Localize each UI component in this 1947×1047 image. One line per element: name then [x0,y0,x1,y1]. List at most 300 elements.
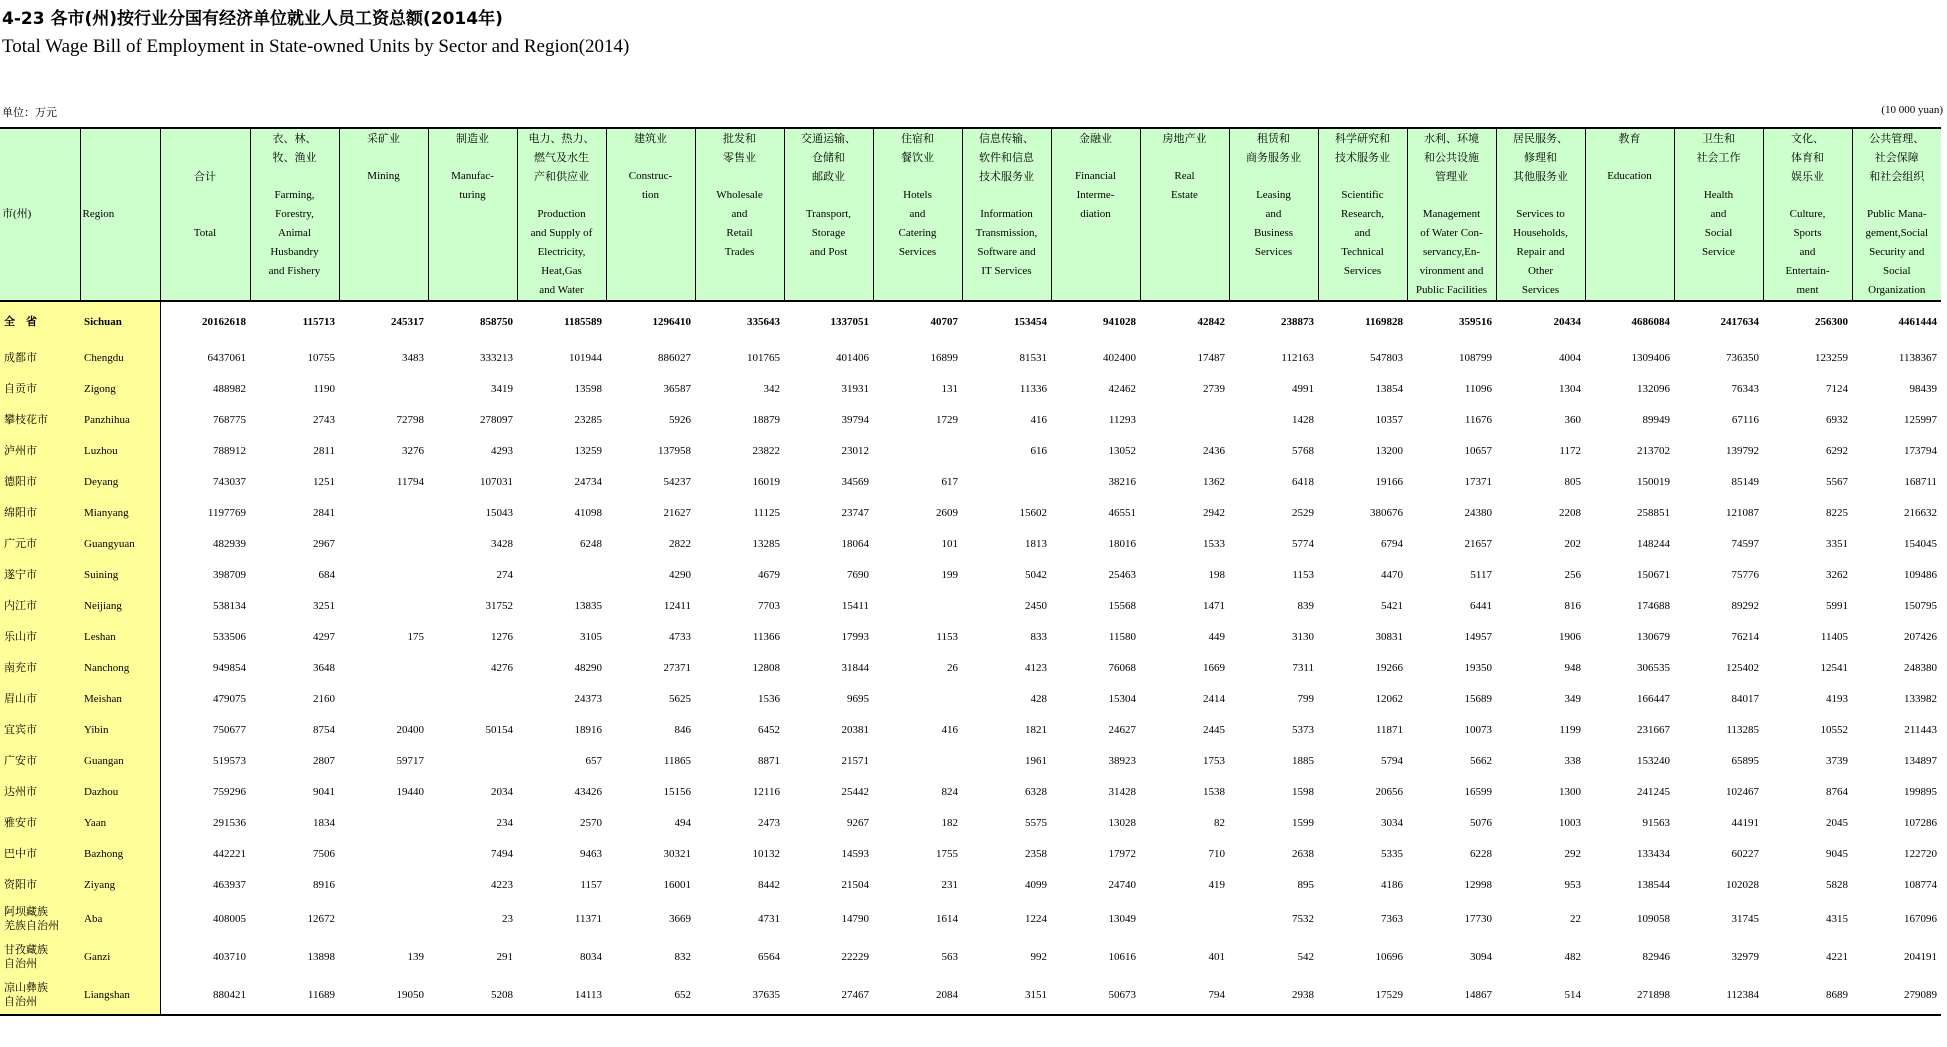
cell-value: 46551 [1108,506,1136,519]
region-name-en: Sichuan [80,301,160,342]
table-row [0,776,1941,807]
cell-value: 44191 [1731,816,1759,829]
cell-value: 5335 [1381,847,1403,860]
cell-value: 895 [1297,878,1314,891]
cell-value: 20434 [1553,316,1581,328]
cell-value: 5042 [1025,568,1047,581]
cell-value: 102467 [1726,785,1759,798]
header-sector [339,128,428,301]
region-name-cn: 乐山市 [0,621,80,652]
cell-value: 18916 [574,723,602,736]
cell-value: 886027 [658,351,691,364]
region-name-en: Panzhihua [80,404,160,435]
cell-value: 150019 [1637,475,1670,488]
header-sector-cn: 科学研究和 技术服务业 [1335,132,1390,164]
cell-value: 10696 [1375,951,1403,963]
region-name-cn: 宜宾市 [0,714,80,745]
header-sector-cn: 水利、环境 和公共设施 管理业 [1424,132,1479,183]
cell-value: 7124 [1826,382,1848,395]
cell-value: 12116 [752,785,780,798]
cell-value: 5774 [1292,537,1314,550]
cell-value: 6228 [1470,847,1492,860]
header-sector [1407,128,1496,301]
cell-value: 13835 [574,599,602,612]
cell-value: 1199 [1559,723,1581,736]
cell-value: 102028 [1726,878,1759,891]
cell-value: 333213 [480,351,513,364]
header-sector-en: Scientific Research, and Technical Services [1340,189,1385,277]
cell-value: 1961 [1025,754,1047,767]
cell-value: 11676 [1464,413,1492,426]
region-name-cn: 绵阳市 [0,497,80,528]
cell-value: 1599 [1292,816,1314,829]
cell-value: 256300 [1815,316,1848,328]
cell-value: 32979 [1731,951,1759,963]
table-row [0,745,1941,776]
cell-value: 23285 [574,413,602,426]
cell-value [873,745,962,776]
region-name-en: Neijiang [80,590,160,621]
cell-value: 11405 [1820,630,1848,643]
cell-value: 657 [585,754,602,767]
header-sector-en: Real Estate [1171,170,1198,201]
cell-value: 207426 [1904,630,1937,643]
table-row [0,869,1941,900]
cell-value: 6248 [580,537,602,550]
header-sector [695,128,784,301]
cell-value: 5117 [1470,568,1492,581]
cell-value: 19266 [1375,661,1403,674]
cell-total: 743037 [213,475,246,488]
cell-value: 82946 [1642,951,1670,963]
cell-value: 5373 [1292,723,1314,736]
table-title-en: Total Wage Bill of Employment in State-owned Units by Sector and Region(2014) [2,36,630,57]
cell-value: 5828 [1826,878,1848,891]
cell-value: 150671 [1637,568,1670,581]
table-row-total [0,301,1941,342]
cell-value: 291 [496,951,513,963]
cell-value: 134897 [1904,754,1937,767]
cell-value: 948 [1564,661,1581,674]
cell-value: 30831 [1375,630,1403,643]
cell-value: 10616 [1108,951,1136,963]
cell-value: 7690 [847,568,869,581]
cell-value: 60227 [1731,847,1759,860]
cell-value: 6441 [1470,599,1492,612]
cell-value: 1300 [1559,785,1581,798]
header-sector-en: Education [1607,170,1652,182]
cell-value: 112163 [1281,351,1314,364]
cell-value: 1296410 [652,316,691,328]
cell-value: 2739 [1203,382,1225,395]
cell-value: 54237 [663,475,691,488]
header-sector [1318,128,1407,301]
cell-value: 166447 [1637,692,1670,705]
cell-value: 5208 [428,976,517,1015]
region-name-en: Liangshan [80,976,160,1015]
region-name-cn: 自贡市 [0,373,80,404]
cell-value: 6452 [758,723,780,736]
region-name-en: Ganzi [80,938,160,976]
cell-value: 231 [941,878,958,891]
cell-value [339,838,428,869]
cell-total: 538134 [213,599,246,612]
cell-total: 759296 [213,785,246,798]
header-sector-cn: 住宿和 餐饮业 [901,132,934,164]
cell-value: 1598 [1292,785,1314,798]
cell-value: 25463 [1108,568,1136,581]
cell-value: 5794 [1381,754,1403,767]
cell-value: 3419 [491,382,513,395]
cell-value: 204191 [1904,951,1937,963]
cell-value: 89949 [1642,413,1670,426]
cell-value: 736350 [1726,351,1759,364]
region-name-en: Bazhong [80,838,160,869]
region-name-en: Ziyang [80,869,160,900]
cell-value: 1337051 [830,316,869,328]
cell-value: 107031 [480,475,513,488]
cell-value [428,745,517,776]
cell-value: 115713 [302,316,335,328]
cell-value: 10657 [1464,444,1492,457]
region-name-en: Nanchong [80,652,160,683]
region-name-cn: 眉山市 [0,683,80,714]
cell-value: 6328 [1025,785,1047,798]
cell-value: 15156 [663,785,691,798]
header-sector [1051,128,1140,301]
cell-value: 131 [941,382,958,395]
cell-value: 139 [407,951,424,963]
cell-value [339,869,428,900]
cell-value: 3151 [962,976,1051,1015]
cell-value: 12998 [1464,878,1492,891]
cell-total: 1197769 [207,506,246,519]
cell-value: 1536 [758,692,780,705]
cell-value: 15304 [1108,692,1136,705]
cell-value: 7494 [491,847,513,860]
table-row [0,938,1941,976]
cell-value: 8916 [313,878,335,891]
cell-value: 846 [674,723,691,736]
table-row [0,652,1941,683]
cell-value: 616 [1030,444,1047,457]
cell-value: 1471 [1203,599,1225,612]
cell-value: 11371 [574,913,602,925]
cell-value: 11366 [752,630,780,643]
header-sector-en: Health and Social Service [1702,189,1735,258]
cell-value: 3739 [1826,754,1848,767]
cell-value: 338 [1564,754,1581,767]
header-sector-en: Farming, Forestry, Animal Husbandry and Fishery [268,189,321,277]
region-name-cn: 遂宁市 [0,559,80,590]
header-sector-cn: 文化、 体育和 娱乐业 [1791,132,1824,183]
cell-value: 12541 [1820,661,1848,674]
cell-value: 42842 [1197,316,1225,328]
table-row [0,435,1941,466]
cell-total: 291536 [213,816,246,829]
cell-value: 13898 [307,951,335,963]
cell-value: 710 [1208,847,1225,860]
header-row [0,128,1941,301]
region-name-cn: 内江市 [0,590,80,621]
cell-value: 173794 [1904,444,1937,457]
header-sector [962,128,1051,301]
cell-value: 2807 [313,754,335,767]
cell-value: 13259 [574,444,602,457]
cell-value [517,559,606,590]
cell-value: 121087 [1726,506,1759,519]
cell-value: 941028 [1103,316,1136,328]
header-region-cn: 市(州) [0,128,80,301]
cell-value: 4223 [491,878,513,891]
header-sector [1496,128,1585,301]
header-sector-en: Mining [367,170,400,182]
header-sector [517,128,606,301]
cell-value: 211443 [1904,723,1937,736]
cell-value: 4004 [1559,351,1581,364]
cell-value [339,373,428,404]
cell-value: 4186 [1381,878,1403,891]
cell-value: 175 [407,630,424,643]
header-sector-cn: 金融业 [1079,132,1112,145]
cell-value [339,528,428,559]
cell-value: 542 [1297,951,1314,963]
cell-value: 3648 [313,661,335,674]
cell-value: 167096 [1904,913,1937,925]
cell-value: 10552 [1820,723,1848,736]
cell-value: 74597 [1731,537,1759,550]
cell-value: 199 [941,568,958,581]
cell-value: 3034 [1381,816,1403,829]
cell-value: 8764 [1826,785,1848,798]
cell-value: 11794 [396,475,424,488]
cell-value: 150795 [1904,599,1937,612]
cell-value: 23747 [841,506,869,519]
cell-value: 125997 [1904,413,1937,426]
cell-value: 107286 [1904,816,1937,829]
cell-value: 2045 [1826,816,1848,829]
cell-value: 3262 [1826,568,1848,581]
cell-value: 89292 [1731,599,1759,612]
cell-value: 6292 [1826,444,1848,457]
header-sector-cn: 房地产业 [1162,132,1207,145]
cell-value: 43426 [574,785,602,798]
header-sector [1585,128,1674,301]
cell-value: 8225 [1826,506,1848,519]
cell-value: 132096 [1637,382,1670,395]
cell-value: 11096 [1464,382,1492,395]
region-name-en: Guangan [80,745,160,776]
cell-value: 12411 [663,599,691,612]
cell-value: 67116 [1731,413,1759,426]
cell-value: 153454 [1014,316,1047,328]
cell-value: 19166 [1375,475,1403,488]
header-sector [606,128,695,301]
cell-value: 3251 [313,599,335,612]
region-name-en: Suining [80,559,160,590]
cell-value: 416 [1030,413,1047,426]
cell-value: 1729 [936,413,958,426]
cell-value: 40707 [930,316,958,328]
cell-value: 39794 [841,413,869,426]
cell-value: 5662 [1470,754,1492,767]
cell-value: 1813 [1025,537,1047,550]
cell-value: 23012 [841,444,869,457]
cell-value: 30321 [663,847,691,860]
cell-value: 20381 [841,723,869,736]
header-sector [873,128,962,301]
cell-value: 514 [1496,976,1585,1015]
cell-value: 133434 [1637,847,1670,860]
cell-value: 14113 [517,976,606,1015]
cell-total: 519573 [213,754,246,767]
cell-value: 1538 [1203,785,1225,798]
cell-value: 292 [1564,847,1581,860]
cell-value: 839 [1297,599,1314,612]
header-sector-en: Wholesale and Retail Trades [716,189,763,258]
cell-value: 18064 [841,537,869,550]
cell-value [873,435,962,466]
cell-value: 1309406 [1631,351,1670,364]
header-sector [250,128,339,301]
region-name-en: Chengdu [80,342,160,373]
cell-value: 137958 [658,444,691,457]
cell-value: 4123 [1025,661,1047,674]
cell-value: 1003 [1559,816,1581,829]
cell-value: 805 [1564,475,1581,488]
cell-value: 65895 [1731,754,1759,767]
cell-value: 1190 [313,382,335,395]
cell-total: 463937 [213,878,246,891]
cell-value: 1153 [1292,568,1314,581]
cell-value: 2529 [1292,506,1314,519]
cell-value: 153240 [1637,754,1670,767]
cell-value: 13854 [1375,382,1403,395]
cell-value: 15602 [1019,506,1047,519]
cell-value: 12062 [1375,692,1403,705]
cell-value: 5567 [1826,475,1848,488]
cell-total: 533506 [213,630,246,643]
region-name-en: Leshan [80,621,160,652]
header-sector [784,128,873,301]
region-name-cn: 广元市 [0,528,80,559]
header-sector-cn: 采矿业 [367,132,400,145]
cell-value: 5625 [669,692,691,705]
cell-value: 18016 [1108,537,1136,550]
cell-value: 21657 [1464,537,1492,550]
cell-value: 182 [941,816,958,829]
region-name-cn: 南充市 [0,652,80,683]
cell-value: 563 [941,951,958,963]
cell-value: 21504 [841,878,869,891]
cell-value: 3428 [491,537,513,550]
cell-value: 2034 [491,785,513,798]
table-row [0,838,1941,869]
header-region-en: Region [80,128,160,301]
cell-value: 24380 [1464,506,1492,519]
cell-total: 880421 [160,976,250,1015]
region-name-cn: 德阳市 [0,466,80,497]
cell-value: 1153 [936,630,958,643]
cell-value: 241245 [1637,785,1670,798]
cell-value: 8754 [313,723,335,736]
cell-value: 76068 [1108,661,1136,674]
cell-value: 1304 [1559,382,1581,395]
cell-value [1140,900,1229,938]
cell-value: 278097 [480,413,513,426]
cell-total: 398709 [213,568,246,581]
cell-value: 4099 [1025,878,1047,891]
cell-value: 9041 [313,785,335,798]
cell-value: 2445 [1203,723,1225,736]
cell-value [339,497,428,528]
cell-value: 198 [1208,568,1225,581]
cell-value: 271898 [1585,976,1674,1015]
cell-value: 14593 [841,847,869,860]
table-row [0,559,1941,590]
cell-value: 6932 [1826,413,1848,426]
cell-value: 5575 [1025,816,1047,829]
cell-value: 13049 [1108,913,1136,925]
table-row [0,497,1941,528]
cell-value: 8689 [1763,976,1852,1015]
cell-value: 482 [1564,951,1581,963]
cell-value: 213702 [1637,444,1670,457]
cell-value: 1157 [580,878,602,891]
cell-value: 17487 [1197,351,1225,364]
region-name-cn: 泸州市 [0,435,80,466]
cell-value: 16899 [930,351,958,364]
region-name-cn: 全 省 [0,301,80,342]
cell-value: 59717 [396,754,424,767]
cell-value: 6794 [1381,537,1403,550]
cell-value: 75776 [1731,568,1759,581]
region-name-cn: 资阳市 [0,869,80,900]
cell-value: 14790 [841,913,869,925]
cell-value: 16019 [752,475,780,488]
cell-value: 652 [606,976,695,1015]
cell-value: 1669 [1203,661,1225,674]
cell-value: 1185589 [564,316,602,328]
cell-value: 17993 [841,630,869,643]
cell-value: 4461444 [1898,316,1937,328]
cell-value: 5926 [669,413,691,426]
cell-value: 3351 [1826,537,1848,550]
cell-value: 11293 [1108,413,1136,426]
cell-value: 419 [1208,878,1225,891]
cell-value: 108799 [1459,351,1492,364]
cell-value: 248380 [1904,661,1937,674]
cell-total: 403710 [213,951,246,963]
cell-value: 3669 [669,913,691,925]
header-sector-cn: 衣、林、 牧、渔业 [272,132,317,164]
cell-value: 31752 [485,599,513,612]
cell-total: 949854 [213,661,246,674]
cell-value: 133982 [1904,692,1937,705]
cell-value: 2160 [313,692,335,705]
cell-value: 27467 [784,976,873,1015]
table-row [0,590,1941,621]
cell-value: 9463 [580,847,602,860]
cell-value [339,652,428,683]
cell-value: 38216 [1108,475,1136,488]
cell-value: 174688 [1637,599,1670,612]
cell-value: 2358 [1025,847,1047,860]
cell-value: 216632 [1904,506,1937,519]
cell-value: 101765 [747,351,780,364]
header-sector [1763,128,1852,301]
table-row [0,807,1941,838]
